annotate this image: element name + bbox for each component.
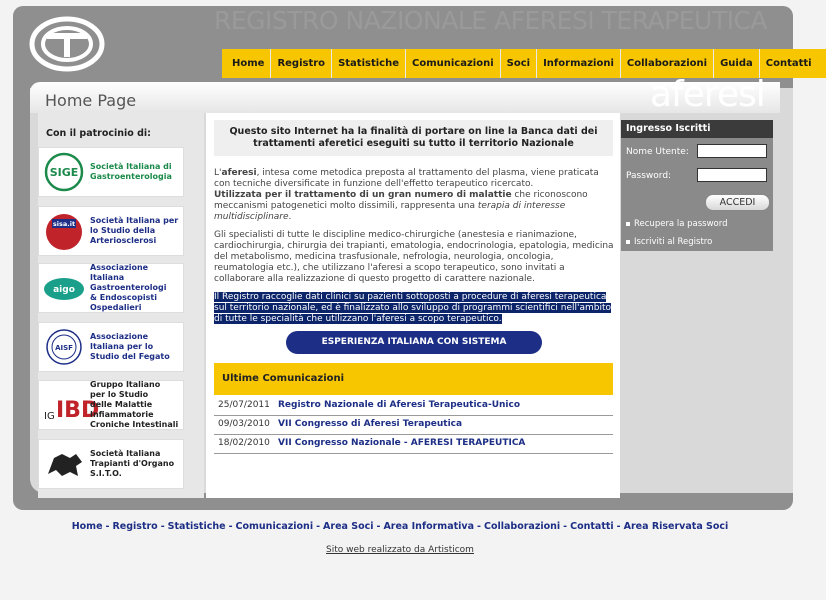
intro-box: Questo sito Internet ha la finalità di portare on line la Banca dati dei trattamenti aferetici eseguiti su tutto il territorio Nazionale xyxy=(214,120,613,156)
igibd-logo-icon xyxy=(42,385,100,425)
nav-informazioni[interactable]: Informazioni xyxy=(536,49,620,78)
communication-date: 09/03/2010 xyxy=(218,419,270,429)
adacolumn-banner-button[interactable]: ESPERIENZA ITALIANA CON SISTEMA xyxy=(286,331,542,354)
communication-link[interactable]: Registro Nazionale di Aferesi Terapeutica-Unico xyxy=(278,400,521,410)
username-label: Nome Utente: xyxy=(626,147,689,157)
password-input[interactable] xyxy=(697,168,767,182)
footer-link-home[interactable]: Home xyxy=(71,521,103,532)
footer-link-area-soci[interactable]: Area Soci xyxy=(323,521,374,532)
svg-text:aigo: aigo xyxy=(53,285,75,295)
site-title: REGISTRO NAZIONALE AFERESI TERAPEUTICA xyxy=(214,6,768,35)
nav-soci[interactable]: Soci xyxy=(500,49,536,78)
footer-link-statistiche[interactable]: Statistiche xyxy=(167,521,226,532)
sponsor-igibd[interactable] xyxy=(38,380,184,430)
aferesi-watermark: aferesi xyxy=(650,74,765,115)
communication-date: 18/02/2010 xyxy=(218,438,270,448)
nav-tail xyxy=(818,49,826,78)
sige-logo-icon xyxy=(42,152,86,192)
communication-date: 25/07/2011 xyxy=(218,400,270,410)
sponsor-sito[interactable] xyxy=(38,439,184,489)
communication-row xyxy=(214,415,613,435)
footer-link-collaborazioni[interactable]: Collaborazioni xyxy=(483,521,561,532)
page-title: Home Page xyxy=(45,91,137,110)
communication-link[interactable]: VII Congresso Nazionale - AFERESI TERAPEUTICA xyxy=(278,438,526,448)
sponsor-aisf-text: Associazione Italiana per lo Studio del Fegato xyxy=(90,332,170,361)
communication-link[interactable]: VII Congresso di Aferesi Terapeutica xyxy=(278,419,463,429)
svg-text:IG: IG xyxy=(44,411,55,422)
bullet-icon xyxy=(626,222,630,226)
sponsor-igibd-text: Gruppo Italiano per lo Studio delle Malattie Infiammatorie Croniche Intestinali xyxy=(90,380,179,429)
footer-nav: Home - Registro - Statistiche - Comunicazioni - Area Soci - Area Informativa - Collaborazioni - Contatti - Area Riservata Soci xyxy=(71,521,729,532)
recover-password-link[interactable]: Recupera la password xyxy=(626,219,727,229)
sponsor-sige-text: Società Italiana di Gastroenterologia xyxy=(90,162,172,181)
nav-guida[interactable]: Guida xyxy=(713,49,759,78)
communication-row xyxy=(214,396,613,416)
footer-link-registro[interactable]: Registro xyxy=(112,521,158,532)
username-input[interactable] xyxy=(697,144,767,158)
aigo-logo-icon xyxy=(42,268,86,308)
password-label: Password: xyxy=(626,171,672,181)
sponsor-sisa[interactable] xyxy=(38,206,184,256)
sponsor-sisa-text: Società Italiana per lo Studio della Arteriosclerosi xyxy=(90,216,179,245)
nav-statistiche[interactable]: Statistiche xyxy=(331,49,405,78)
communications-header: Ultime Comunicazioni xyxy=(214,363,613,395)
register-link[interactable]: Iscriviti al Registro xyxy=(626,237,712,247)
bullet-icon xyxy=(626,240,630,244)
nav-registro[interactable]: Registro xyxy=(270,49,331,78)
login-title: Ingresso Iscritti xyxy=(621,120,773,138)
svg-text:SIGE: SIGE xyxy=(49,166,79,179)
logo-icon[interactable] xyxy=(30,17,104,71)
sito-logo-icon xyxy=(42,444,86,484)
aisf-logo-icon xyxy=(42,327,86,367)
sponsor-aigo-text: Associazione Italiana Gastroenterologi & Endoscopisti Ospedalieri xyxy=(90,263,167,312)
login-button[interactable]: ACCEDI xyxy=(705,194,770,211)
nav-collaborazioni[interactable]: Collaborazioni xyxy=(620,49,713,78)
sponsor-aigo[interactable] xyxy=(38,263,184,313)
svg-text:sisa.it: sisa.it xyxy=(52,220,76,228)
footer-link-contatti[interactable]: Contatti xyxy=(570,521,614,532)
sponsor-aisf[interactable] xyxy=(38,322,184,372)
communication-row xyxy=(214,434,613,454)
sponsor-sito-text: Società Italiana Trapianti d'Organo S.I.T.O. xyxy=(90,449,175,478)
sisa-logo-icon xyxy=(42,211,86,251)
paragraph-registro xyxy=(214,292,614,325)
nav-home[interactable]: Home xyxy=(232,58,265,69)
paragraph-registro-text: Il Registro raccoglie dati clinici su pazienti sottoposti a procedure di aferesi terapeutica sul territorio nazionale, ed è finalizzato allo sviluppo di programmi scientifici nell'ambito di tutte le specialità che utilizzano l'aferesi a scopo terapeutico. xyxy=(214,292,612,324)
svg-text:IBD: IBD xyxy=(56,398,100,423)
paragraph-aferesi: L'aferesi, intesa come metodica preposta al trattamento del plasma, viene praticata con tecniche diversificate in funzione dell'effetto terapeutico ricercato. Utilizzata per il trattamento di un gran numero di malattie che riconoscono meccanismi patogenetici molto dissimili, rappresenta una terapia di interesse multidisciplinare. xyxy=(214,168,599,222)
login-panel xyxy=(621,120,773,251)
footer-link-area-informativa[interactable]: Area Informativa xyxy=(383,521,475,532)
credit-link[interactable]: Sito web realizzato da Artisticom xyxy=(326,545,474,555)
patronage-title: Con il patrocinio di: xyxy=(46,128,151,139)
footer-link-area-riservata[interactable]: Area Riservata Soci xyxy=(623,521,729,532)
sponsor-sige[interactable] xyxy=(38,147,184,197)
footer-link-comunicazioni[interactable]: Comunicazioni xyxy=(235,521,314,532)
paragraph-specialisti: Gli specialisti di tutte le discipline medico-chirurgiche (anestesia e rianimazione, cardiochirurgia, chirurgia dei trapianti, ematologia, endocrinologia, epatologia, medicina del metabolismo, medicina trasfusionale, nefrologia, neurologia, oncologia, reumatologia etc.), che utilizzano l'aferesi a scopo terapeutico, sono invitati a collaborare alla realizzazione di questo progetto di carattere nazionale. xyxy=(214,230,614,284)
svg-text:AISF: AISF xyxy=(55,344,73,352)
nav-contatti[interactable]: Contatti xyxy=(759,49,818,78)
nav-comunicazioni[interactable]: Comunicazioni xyxy=(405,49,500,78)
